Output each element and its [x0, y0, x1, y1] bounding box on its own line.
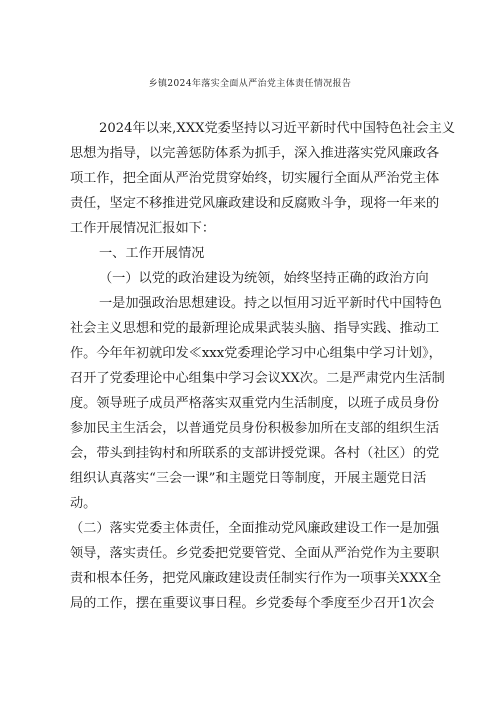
paragraph-line: 参加民主生活会，以普通党员身份积极参加所在支部的组织生活: [70, 421, 440, 436]
paragraph-line: 责和根本任务，把党风廉政建设责任制实行作为一项事关XXX全: [70, 571, 442, 586]
paragraph-line: 会，带头到挂钩村和所联系的支部讲授党课。各村（社区）的党: [70, 446, 440, 461]
subsection-heading: （二）落实党委主体责任，全面推动党风廉政建设工作一是加强: [70, 521, 440, 536]
paragraph-line: 局的工作，摆在重要议事日程。乡党委每个季度至少召开1次会: [70, 596, 435, 611]
section-heading: 一、工作开展情况: [99, 246, 205, 261]
paragraph-line: 一是加强政治思想建设。持之以恒用习近平新时代中国特色: [99, 296, 442, 311]
document-title: 乡镇2024年落实全面从严治党主体责任情况报告: [148, 79, 352, 89]
paragraph-line: 召开了党委理论中心组集中学习会议XX次。二是严肃党内生活制: [70, 371, 445, 386]
paragraph-line: 领导，落实责任。乡党委把党要管党、全面从严治党作为主要职: [70, 546, 440, 561]
paragraph-line: 动。: [70, 496, 97, 511]
paragraph-line: 思想为指导，以完善惩防体系为抓手，深入推进落实党风廉政各: [70, 146, 440, 161]
paragraph-line: 组织认真落实“三会一课”和主题党日等制度，开展主题党日活: [70, 471, 427, 486]
paragraph-line: 项工作，把全面从严治党贯穿始终，切实履行全面从严治党主体: [70, 171, 440, 186]
paragraph-line: 作。今年年初就印发≪xxx党委理论学习中心组集中学习计划》，: [70, 346, 442, 361]
subsection-heading: （一）以党的政治建设为统领，始终坚持正确的政治方向: [99, 271, 429, 286]
paragraph-line: 2024年以来,XXX党委坚持以习近平新时代中国特色社会主义: [99, 121, 456, 136]
paragraph-line: 工作开展情况汇报如下：: [70, 221, 216, 236]
paragraph-line: 度。领导班子成员严格落实双重党内生活制度，以班子成员身份: [70, 396, 440, 411]
paragraph-line: 责任，坚定不移推进党风廉政建设和反腐败斗争，现将一年来的: [70, 196, 440, 211]
paragraph-line: 社会主义思想和党的最新理论成果武装头脑、指导实践、推动工: [70, 321, 440, 336]
